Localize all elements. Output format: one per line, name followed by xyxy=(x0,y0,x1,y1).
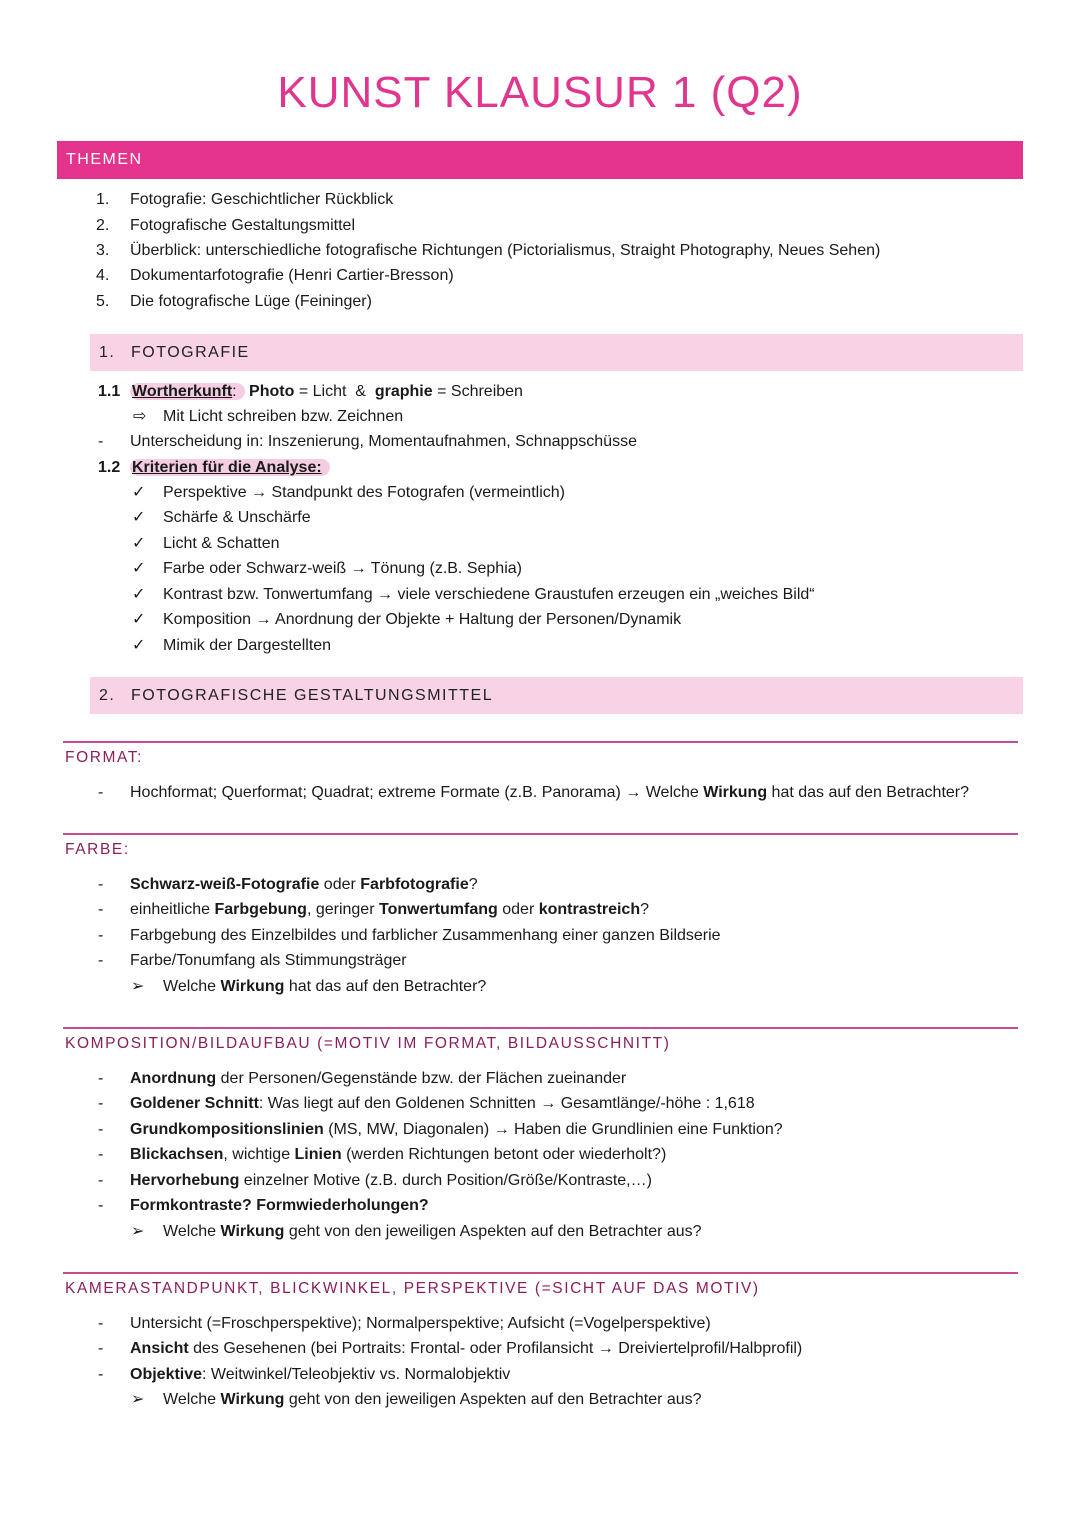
text-part: oder xyxy=(319,876,361,893)
themen-item-num: 4. xyxy=(96,267,110,284)
text-part: ? xyxy=(640,901,649,918)
komposition-item xyxy=(130,1094,755,1114)
arrowhead-bullet-icon: ➢ xyxy=(131,1391,145,1408)
farbe-item xyxy=(130,875,478,895)
text-part: einzelner Motive (z.B. durch Position/Größe/Kontraste,…) xyxy=(239,1172,652,1189)
kamera-wirkung xyxy=(163,1390,702,1410)
text-part: des Gesehenen (bei Portraits: Frontal- oder Profilansicht → Dreiviertelprofil/Halbprofil) xyxy=(188,1340,803,1357)
themen-item: Überblick: unterschiedliche fotografische Richtungen (Pictorialismus, Straight Photography, Neues Sehen) xyxy=(130,242,881,259)
arrowhead-bullet-icon: ➢ xyxy=(131,978,145,995)
text-bold: Farbfotografie xyxy=(360,876,469,893)
kriterium-item: Mimik der Dargestellten xyxy=(163,637,332,654)
kamera-item xyxy=(130,1365,510,1385)
farbe-item: Farbgebung des Einzelbildes und farblicher Zusammenhang einer ganzen Bildserie xyxy=(130,927,721,944)
dash-marker: - xyxy=(98,1197,104,1214)
farbe-item: Farbe/Tonumfang als Stimmungsträger xyxy=(130,952,407,969)
komposition-item xyxy=(130,1145,666,1165)
text-bold: Wirkung xyxy=(703,784,768,801)
komposition-wirkung xyxy=(163,1222,702,1242)
dash-marker: - xyxy=(98,927,104,944)
fotografie-header xyxy=(90,334,1023,371)
dash-marker: - xyxy=(98,901,104,918)
text-bold: Tonwertumfang xyxy=(378,901,498,918)
kamera-heading: KAMERASTANDPUNKT, BLICKWINKEL, PERSPEKTIVE (=SICHT AUF DAS MOTIV) xyxy=(65,1280,760,1297)
text-bold: kontrastreich xyxy=(538,901,641,918)
text-part: : Was liegt auf den Goldenen Schnitten → Gesamtlänge/-höhe : 1,618 xyxy=(258,1095,755,1112)
section-number: 1. xyxy=(99,344,116,361)
themen-header: THEMEN xyxy=(57,141,1023,179)
check-icon: ✓ xyxy=(132,509,146,526)
arrow-text: Mit Licht schreiben bzw. Zeichnen xyxy=(163,408,404,425)
themen-item: Die fotografische Lüge (Feininger) xyxy=(130,293,372,310)
text-part: (MS, MW, Diagonalen) → Haben die Grundlinien eine Funktion? xyxy=(323,1121,783,1138)
kriterien-heading xyxy=(130,458,330,478)
photo-meaning: = Licht & xyxy=(294,383,375,400)
dash-marker: - xyxy=(98,1070,104,1087)
text-part: geht von den jeweiligen Aspekten auf den Betrachter aus? xyxy=(284,1391,702,1408)
wortherkunft-label: Wortherkunft xyxy=(132,383,233,400)
unterscheidung-text: Unterscheidung in: Inszenierung, Momentaufnahmen, Schnappschüsse xyxy=(130,433,637,450)
gestaltungsmittel-header xyxy=(90,677,1023,714)
dash-marker: - xyxy=(98,1340,104,1357)
text-bold: Goldener Schnitt xyxy=(130,1095,259,1112)
themen-item-num: 1. xyxy=(96,191,110,208)
text-part: Hochformat; Querformat; Quadrat; extreme Formate (z.B. Panorama) → Welche xyxy=(130,784,704,801)
dash-marker: - xyxy=(98,433,104,450)
farbe-item xyxy=(130,900,649,920)
komposition-heading: KOMPOSITION/BILDAUFBAU (=MOTIV IM FORMAT, BILDAUSSCHNITT) xyxy=(65,1035,671,1052)
graphie-meaning: = Schreiben xyxy=(432,383,523,400)
photo-term: Photo xyxy=(249,383,295,400)
komposition-item: Formkontraste? Formwiederholungen? xyxy=(130,1197,429,1214)
divider xyxy=(63,741,1018,743)
arrow-icon: ⇨ xyxy=(133,408,147,425)
dash-marker: - xyxy=(98,1095,104,1112)
dash-marker: - xyxy=(98,1172,104,1189)
section-title: FOTOGRAFISCHE GESTALTUNGSMITTEL xyxy=(131,687,494,704)
check-icon: ✓ xyxy=(132,586,146,603)
text-part: Welche xyxy=(163,1223,221,1240)
text-bold: Hervorhebung xyxy=(130,1172,240,1189)
highlight xyxy=(130,459,330,476)
colon: : xyxy=(232,383,237,400)
text-part: der Personen/Gegenstände bzw. der Flächen zueinander xyxy=(216,1070,627,1087)
dash-marker: - xyxy=(98,952,104,969)
kriterium-item: Perspektive → Standpunkt des Fotografen (vermeintlich) xyxy=(163,484,565,501)
section-number: 2. xyxy=(99,687,116,704)
kamera-item xyxy=(130,1339,802,1359)
farbe-wirkung xyxy=(163,977,486,997)
komposition-item xyxy=(130,1120,783,1140)
dash-marker: - xyxy=(98,1146,104,1163)
check-icon: ✓ xyxy=(132,611,146,628)
text-bold: Wirkung xyxy=(220,1223,285,1240)
text-part: ? xyxy=(468,876,478,893)
kriterium-item: Schärfe & Unschärfe xyxy=(163,509,311,526)
divider xyxy=(63,833,1018,835)
text-bold: Grundkompositionslinien xyxy=(130,1121,324,1138)
text-part: Welche xyxy=(163,1391,221,1408)
themen-item-num: 2. xyxy=(96,217,110,234)
format-heading: FORMAT: xyxy=(65,749,144,766)
dash-marker: - xyxy=(98,1315,104,1332)
text-part: oder xyxy=(497,901,539,918)
page-title: KUNST KLAUSUR 1 (Q2) xyxy=(277,68,803,117)
kriterium-item: Kontrast bzw. Tonwertumfang → viele verschiedene Graustufen erzeugen ein „weiches Bild“ xyxy=(163,586,815,603)
kriterium-item: Licht & Schatten xyxy=(163,535,280,552)
text-part: : Weitwinkel/Teleobjektiv vs. Normalobjektiv xyxy=(202,1366,511,1383)
dash-marker: - xyxy=(98,784,104,801)
text-part: , wichtige xyxy=(223,1146,295,1163)
subsection-number: 1.2 xyxy=(98,459,121,476)
text-bold: Anordnung xyxy=(130,1070,217,1087)
text-part: hat das auf den Betrachter? xyxy=(767,784,970,801)
themen-item: Dokumentarfotografie (Henri Cartier-Bresson) xyxy=(130,267,454,284)
text-part: einheitliche xyxy=(130,901,215,918)
dash-marker: - xyxy=(98,1121,104,1138)
dash-marker: - xyxy=(98,876,104,893)
check-icon: ✓ xyxy=(132,535,146,552)
subsection-number: 1.1 xyxy=(98,383,121,400)
kriterium-item: Komposition → Anordnung der Objekte + Haltung der Personen/Dynamik xyxy=(163,611,682,628)
section-title: FOTOGRAFIE xyxy=(131,344,250,361)
highlight xyxy=(130,383,245,400)
text-bold: Wirkung xyxy=(220,1391,285,1408)
text-part: (werden Richtungen betont oder wiederholt?) xyxy=(341,1146,667,1163)
wortherkunft-line xyxy=(130,382,523,402)
text-part: , geringer xyxy=(306,901,379,918)
themen-item-num: 5. xyxy=(96,293,110,310)
format-text xyxy=(130,783,969,803)
themen-item-num: 3. xyxy=(96,242,110,259)
text-part: hat das auf den Betrachter? xyxy=(284,978,487,995)
text-bold: Blickachsen xyxy=(130,1146,224,1163)
text-part: Welche xyxy=(163,978,221,995)
themen-item: Fotografische Gestaltungsmittel xyxy=(130,217,355,234)
check-icon: ✓ xyxy=(132,484,146,501)
komposition-item xyxy=(130,1069,626,1089)
themen-item: Fotografie: Geschichtlicher Rückblick xyxy=(130,191,394,208)
check-icon: ✓ xyxy=(132,637,146,654)
text-part: geht von den jeweiligen Aspekten auf den Betrachter aus? xyxy=(284,1223,702,1240)
divider xyxy=(63,1272,1018,1274)
kriterien-label: Kriterien für die Analyse: xyxy=(132,459,322,476)
text-bold: Schwarz-weiß-Fotografie xyxy=(130,876,320,893)
text-bold: Ansicht xyxy=(130,1340,189,1357)
check-icon: ✓ xyxy=(132,560,146,577)
dash-marker: - xyxy=(98,1366,104,1383)
komposition-item xyxy=(130,1171,652,1191)
text-bold: Farbgebung xyxy=(214,901,307,918)
arrowhead-bullet-icon: ➢ xyxy=(131,1223,145,1240)
graphie-term: graphie xyxy=(374,383,433,400)
farbe-heading: FARBE: xyxy=(65,841,130,858)
divider xyxy=(63,1027,1018,1029)
text-bold: Objektive xyxy=(130,1366,203,1383)
kamera-item: Untersicht (=Froschperspektive); Normalperspektive; Aufsicht (=Vogelperspektive) xyxy=(130,1315,711,1332)
kriterium-item: Farbe oder Schwarz-weiß → Tönung (z.B. Sephia) xyxy=(163,560,522,577)
text-bold: Wirkung xyxy=(220,978,285,995)
text-bold: Linien xyxy=(294,1146,342,1163)
